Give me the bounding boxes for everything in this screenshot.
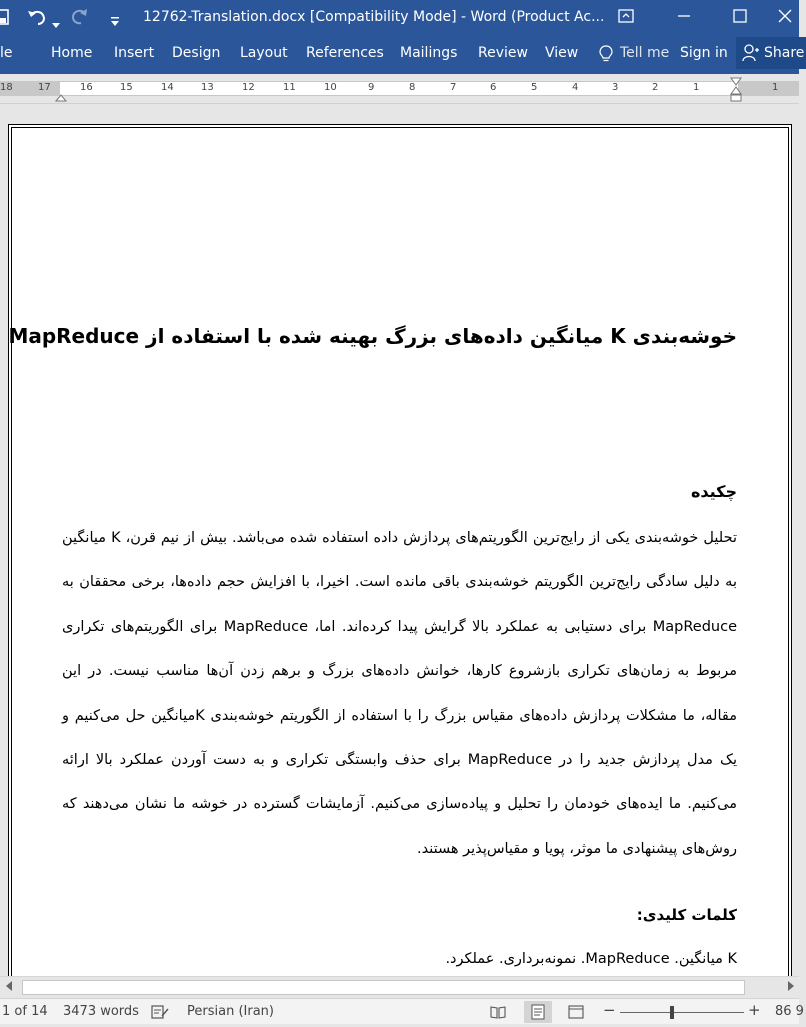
status-bar	[0, 998, 804, 1024]
undo-dropdown-icon[interactable]	[52, 14, 60, 20]
window-title: 12762-Translation.docx [Compatibility Mode] - Word (Product Ac...	[143, 9, 605, 25]
zoom-slider-track[interactable]	[620, 1012, 744, 1013]
zoom-in-icon[interactable]: +	[748, 1001, 761, 1019]
redo-icon[interactable]	[70, 7, 90, 27]
ribbon-display-icon	[618, 8, 634, 27]
lightbulb-icon	[599, 45, 613, 63]
print-layout-icon[interactable]	[524, 1001, 552, 1023]
zoom-slider-thumb[interactable]	[670, 1006, 674, 1019]
title-bar	[0, 0, 799, 34]
ruler-number: 11	[283, 82, 296, 93]
document-heading: خوشه‌بندی K میانگین داده‌های بزرگ بهینه شده با استفاده از MapReduce	[8, 324, 737, 348]
keywords-title: کلمات کلیدی:	[636, 906, 737, 924]
ruler-number: 9	[368, 82, 375, 93]
tab-review[interactable]: Review	[478, 45, 528, 61]
share-button[interactable]	[736, 37, 806, 69]
minimize-icon	[677, 8, 691, 27]
ruler-number: 17	[38, 82, 51, 93]
zoom-out-icon[interactable]: −	[603, 1001, 616, 1019]
read-mode-icon[interactable]	[490, 1004, 506, 1020]
document-page[interactable]	[8, 124, 792, 1024]
person-icon	[742, 44, 760, 62]
tab-layout[interactable]: Layout	[240, 45, 288, 61]
scroll-thumb[interactable]	[22, 980, 745, 995]
ruler-number: 10	[324, 82, 337, 93]
ruler-number: 3	[612, 82, 619, 93]
abstract-paragraph: تحلیل خوشه‌بندی یکی از رایج‌ترین الگوریتم‌های پردازش داده استفاده شده می‌باشد. بیش از نیم قرن، K میانگین به دلیل سادگی رایج‌ترین الگوریتم خوشه‌بندی باقی مانده است. اخیرا، با افزایش حجم داده‌ها، برخی محققان به MapReduce برای دستیابی به عملکرد بالا گرایش پیدا کرده‌اند. اما، MapReduce برای الگوریتم‌های تکراری مربوط به زمان‌های تکراری بازشروع کارها، خوانش داده‌های بزرگ و برهم زدن آن‌ها مناسب نیست. در این مقاله، ما مشکلات پردازش داده‌های مقیاس بزرگ را با استفاده از الگوریتم خوشه‌بندی Kمیانگین حل می‌کنیم و یک مدل پردازش جدید را در MapReduce برای حذف وابستگی تکراری و به دست آوردن عملکرد بالا ارائه می‌کنیم. ما ایده‌های خودمان را تحلیل و پیاده‌سازی می‌کنیم. آزمایشات گسترده در خوشه ما نشان می‌دهند که روش‌های پیشنهادی ما موثر، پویا و مقیاس‌پذیر هستند.	[62, 530, 738, 857]
ruler-number: 7	[450, 82, 457, 93]
ruler-number: 4	[572, 82, 579, 93]
customize-qat-icon[interactable]	[111, 12, 119, 22]
tab-file[interactable]: le	[0, 45, 13, 61]
ruler-number: 13	[201, 82, 214, 93]
maximize-button[interactable]	[720, 0, 760, 34]
tab-references[interactable]: References	[306, 45, 384, 61]
left-indent-marker[interactable]	[56, 86, 66, 96]
zoom-level[interactable]: 86 9	[775, 1004, 804, 1019]
ruler-number: 18	[0, 82, 13, 93]
document-canvas[interactable]	[0, 104, 799, 976]
ribbon-display-options-button[interactable]	[606, 0, 646, 34]
ruler-number: 12	[242, 82, 255, 93]
word-count[interactable]: 3473 words	[63, 1004, 139, 1019]
ruler-number: 6	[490, 82, 497, 93]
tab-view[interactable]: View	[545, 45, 579, 61]
tab-design[interactable]: Design	[172, 45, 221, 61]
abstract-title: چکیده	[690, 482, 737, 501]
ruler-number: 16	[80, 82, 93, 93]
proofing-icon[interactable]	[151, 1004, 169, 1020]
maximize-icon	[733, 8, 747, 27]
tab-home[interactable]: Home	[51, 45, 93, 61]
ruler-number: 2	[652, 82, 659, 93]
save-icon[interactable]	[0, 9, 10, 25]
share-label: Share	[764, 45, 805, 61]
ruler-number: 5	[531, 82, 538, 93]
tab-mailings[interactable]: Mailings	[400, 45, 458, 61]
tell-me-search[interactable]: Tell me	[620, 45, 670, 61]
ruler-number: 1	[772, 82, 779, 93]
horizontal-ruler[interactable]	[0, 74, 799, 104]
horizontal-scrollbar[interactable]	[0, 976, 799, 998]
scroll-left-icon[interactable]	[5, 981, 13, 994]
undo-icon[interactable]	[26, 7, 48, 27]
ruler-number: 15	[120, 82, 133, 93]
right-indent-marker[interactable]	[730, 78, 742, 104]
ruler-number: 1	[693, 82, 700, 93]
close-button[interactable]	[770, 0, 799, 34]
page-count[interactable]: 1 of 14	[2, 1004, 48, 1019]
minimize-button[interactable]	[664, 0, 704, 34]
sign-in-link[interactable]: Sign in	[680, 45, 728, 61]
ruler-number: 14	[161, 82, 174, 93]
ruler-right-margin	[738, 82, 799, 95]
web-layout-icon[interactable]	[568, 1004, 584, 1020]
tab-insert[interactable]: Insert	[114, 45, 155, 61]
ruler-number: 8	[409, 82, 416, 93]
keywords-text: K میانگین. MapReduce. نمونه‌برداری. عملکرد.	[445, 951, 737, 967]
close-icon	[778, 8, 792, 27]
scroll-right-icon[interactable]	[787, 981, 795, 994]
language-status[interactable]: Persian (Iran)	[187, 1004, 274, 1019]
ribbon-tabs	[0, 34, 805, 74]
